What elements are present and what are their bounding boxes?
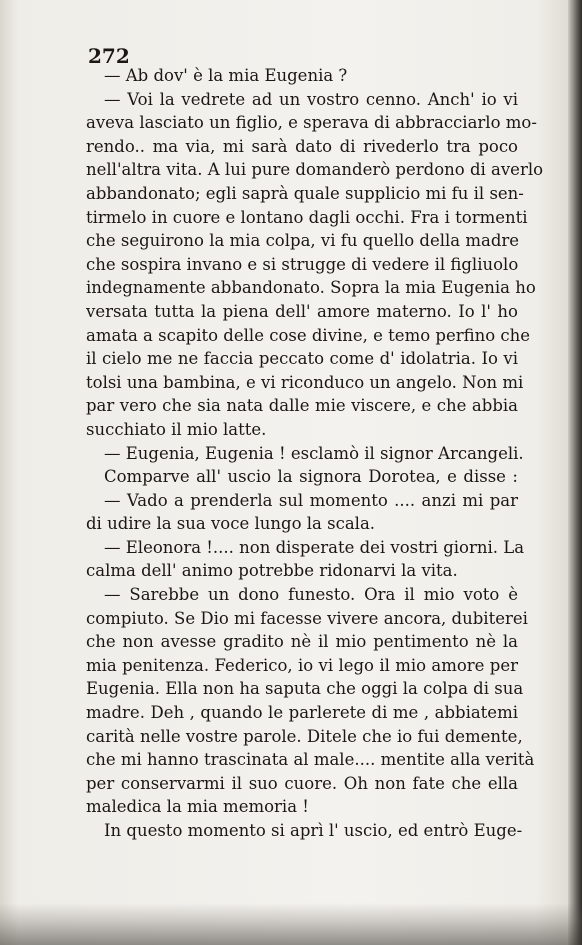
text-line: In questo momento si aprì l' uscio, ed entrò Euge- — [104, 821, 523, 840]
text-line: che sospira invano e si strugge di vedere il figliuolo — [86, 254, 519, 274]
text-line: calma dell' animo potrebbe ridonarvi la vita. — [86, 561, 458, 581]
text-line: tolsi una bambina, e vi riconduco un angelo. Non mi — [86, 372, 524, 392]
text-line: amata a scapito delle cose divine, e temo perfino che — [86, 325, 531, 345]
text-line: che non avesse gradito nè il mio pentimento nè la — [86, 632, 518, 652]
text-line: il cielo me ne faccia peccato come d' idolatria. Io vi — [86, 349, 518, 369]
text-line: di udire la sua voce lungo la scala. — [86, 514, 376, 534]
text-line: per conservarmi il suo cuore. Oh non fate che ella — [86, 773, 518, 793]
text-line: che mi hanno trascinata al male.... mentite alla verità — [86, 750, 535, 770]
text-line: succhiato il mio latte. — [86, 419, 267, 439]
text-line: — Ab dov' è la mia Eugenia ? — [104, 66, 348, 85]
text-line: rendo.. ma via, mi sarà dato di rivederlo tra poco — [86, 136, 518, 156]
text-line: Eugenia. Ella non ha saputa che oggi la colpa di sua — [86, 679, 524, 699]
text-line: mia penitenza. Federico, io vi lego il mio amore per — [86, 655, 518, 675]
text-line: — Eugenia, Eugenia ! esclamò il signor Arcangeli. — [104, 443, 524, 463]
text-line: — Eleonora !.... non disperate dei vostri giorni. La — [104, 537, 525, 557]
text-line: madre. Deh , quando le parlerete di me , abbiatemi — [86, 703, 518, 723]
text-line: versata tutta la piena dell' amore materno. Io l' ho — [86, 301, 518, 321]
text-line: — Vado a prenderla sul momento .... anzi mi par — [104, 490, 518, 510]
text-line: che seguirono la mia colpa, vi fu quello della madre — [86, 231, 520, 251]
page-number: 272 — [88, 44, 130, 68]
text-line: nell'altra vita. A lui pure domanderò perdono di averlo — [86, 160, 544, 180]
text-line: indegnamente abbandonato. Sopra la mia Eugenia ho — [86, 278, 536, 298]
text-line: — Sarebbe un dono funesto. Ora il mio voto è — [104, 585, 518, 605]
text-line: carità nelle vostre parole. Ditele che io fui demente, — [86, 726, 523, 746]
body-text — [86, 64, 544, 843]
text-line: par vero che sia nata dalle mie viscere, e che abbia — [86, 396, 518, 416]
text-line: aveva lasciato un figlio, e sperava di abbracciarlo mo- — [86, 113, 537, 133]
page-binding-edge — [568, 0, 582, 945]
text-line: compiuto. Se Dio mi facesse vivere ancora, dubiterei — [86, 608, 528, 628]
text-line: — Voi la vedrete ad un vostro cenno. Anch' io vi — [104, 89, 518, 109]
text-line: Comparve all' uscio la signora Dorotea, e disse : — [104, 467, 518, 487]
text-line: abbandonato; egli saprà quale supplicio mi fu il sen- — [86, 183, 524, 203]
page-bottom-shadow — [0, 903, 582, 945]
text-line: tirmelo in cuore e lontano dagli occhi. Fra i tormenti — [86, 207, 528, 227]
text-line: maledica la mia memoria ! — [86, 797, 309, 817]
